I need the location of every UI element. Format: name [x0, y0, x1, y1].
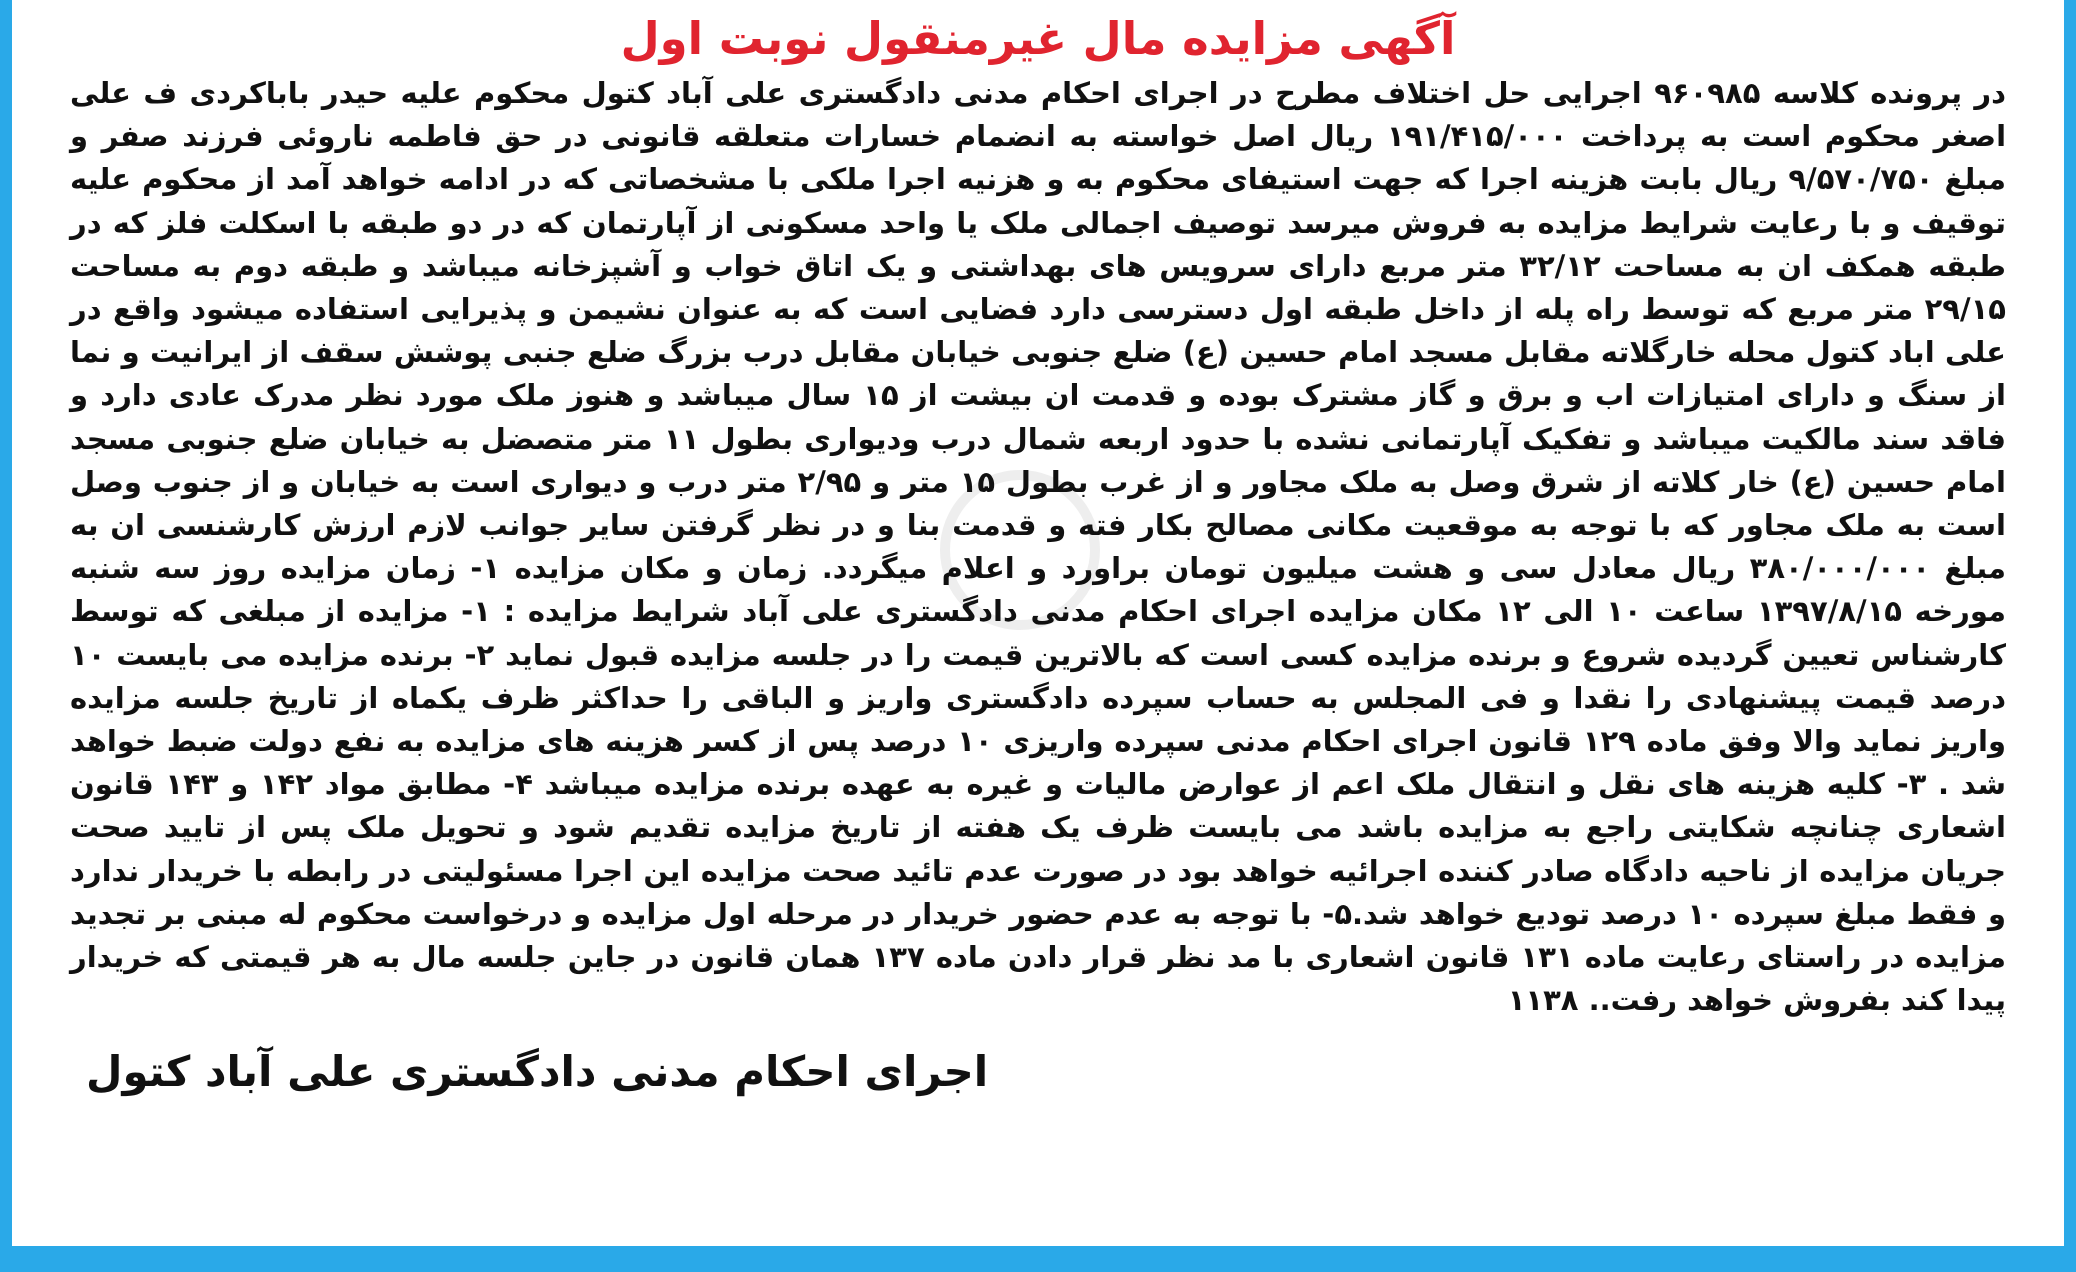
- notice-signature: اجرای احکام مدنی دادگستری علی آباد کتول: [86, 1047, 989, 1097]
- notice-body: در پرونده کلاسه ۹۶۰۹۸۵ اجرایی حل اختلاف مطرح در اجرای احکام مدنی دادگستری علی آباد کتول محکوم علیه حیدر باباکردی ف علی اصغر محکوم است به پرداخت ۱۹۱/۴۱۵/۰۰۰ ریال اصل خواسته به انضمام خسارات متعلقه قانونی در حق فاطمه ناروئی فرزند صفر و مبلغ ۹/۵۷۰/۷۵۰ ریال بابت هزینه اجرا که جهت استیفای محکوم به و هزنیه اجرا ملکی با مشخصاتی که در ادامه خواهد آمد از محکوم علیه توقیف و با رعایت شرایط مزایده به فروش میرسد توصیف اجمالی ملک یا واحد مسکونی از آپارتمان که در دو طبقه با اسکلت فلز که در طبقه همکف ان به مساحت ۳۲/۱۲ متر مربع دارای سرویس های بهداشتی و یک اتاق خواب و آشپزخانه میباشد و طبقه دوم به مساحت ۲۹/۱۵ متر مربع که توسط راه پله از داخل طبقه اول دسترسی دارد فضایی است که به عنوان نشیمن و پذیرایی استفاده میشود واقع در علی اباد کتول محله خارگلاته مقابل مسجد امام حسین (ع) ضلع جنوبی خیابان مقابل درب بزرگ ضلع جنبی پوشش سقف از ایرانیت و نما از سنگ و دارای امتیازات اب و برق و گاز مشترک بوده و قدمت ان بیشت از ۱۵ سال میباشد و هنوز ملک مورد نظر مدرک عادی دارد و فاقد سند مالکیت میباشد و تفکیک آپارتمانی نشده با حدود اربعه شمال درب ودیواری بطول ۱۱ متر متصضل به خیابان ضلع جنوبی مسجد امام حسین (ع) خار کلاته از شرق وصل به ملک مجاور و از غرب بطول ۱۵ متر و ۲/۹۵ متر درب و دیواری است به خیابان و از جنوب وصل است به ملک مجاور که با توجه به موقعیت مکانی مصالح بکار فته و قدمت بنا و در نظر گرفتن سایر جوانب لازم ارزش کارشنسی ان به مبلغ ۳۸۰/۰۰۰/۰۰۰ ریال معادل سی و هشت میلیون تومان براورد و اعلام میگردد. زمان و مکان مزایده ۱- زمان مزایده روز سه شنبه مورخه ۱۳۹۷/۸/۱۵ ساعت ۱۰ الی ۱۲ مکان مزایده اجرای احکام مدنی دادگستری علی آباد شرایط مزایده : ۱- مزایده از مبلغی که توسط کارشناس تعیین گردیده شروع و برنده مزایده کسی است که بالاترین قیمت را در جلسه مزایده قبول نماید ۲- برنده مزایده می بایست ۱۰ درصد قیمت پیشنهادی را نقدا و فی المجلس به حساب سپرده دادگستری واریز و الباقی را حداکثر ظرف یکماه از تاریخ جلسه مزایده واریز نماید والا وفق ماده ۱۲۹ قانون اجرای احکام مدنی سپرده واریزی ۱۰ درصد پس از کسر هزینه های مزایده به نفع دولت ضبط خواهد شد . ۳- کلیه هزینه های نقل و انتقال ملک اعم از عوارض مالیات و غیره به عهده برنده مزایده میباشد ۴- مطابق مواد ۱۴۲ و ۱۴۳ قانون اشعاری چنانچه شکایتی راجع به مزایده باشد می بایست ظرف یک هفته از تاریخ مزایده تقدیم شود و تحویل ملک پس از تایید صحت جریان مزایده از ناحیه دادگاه صادر کننده اجرائیه خواهد بود در صورت عدم تائید صحت مزایده این اجرا مسئولیتی در رابطه با خریدار ندارد و فقط مبلغ سپرده ۱۰ درصد تودیع خواهد شد.۵- با توجه به عدم حضور خریدار در مرحله اول مزایده و درخواست محکوم له مبنی بر تجدید مزایده در راستای رعایت ماده ۱۳۱ قانون اشعاری با مد نظر قرار دادن ماده ۱۳۷ همان قانون در جاین جلسه مال به هر قیمتی که خریدار پیدا کند بفروش خواهد رفت.. ۱۱۳۸: [70, 76, 2007, 1018]
- notice-title: آگهی مزایده مال غیرمنقول نوبت اول: [620, 12, 1456, 65]
- auction-notice: [70, 10, 2006, 1102]
